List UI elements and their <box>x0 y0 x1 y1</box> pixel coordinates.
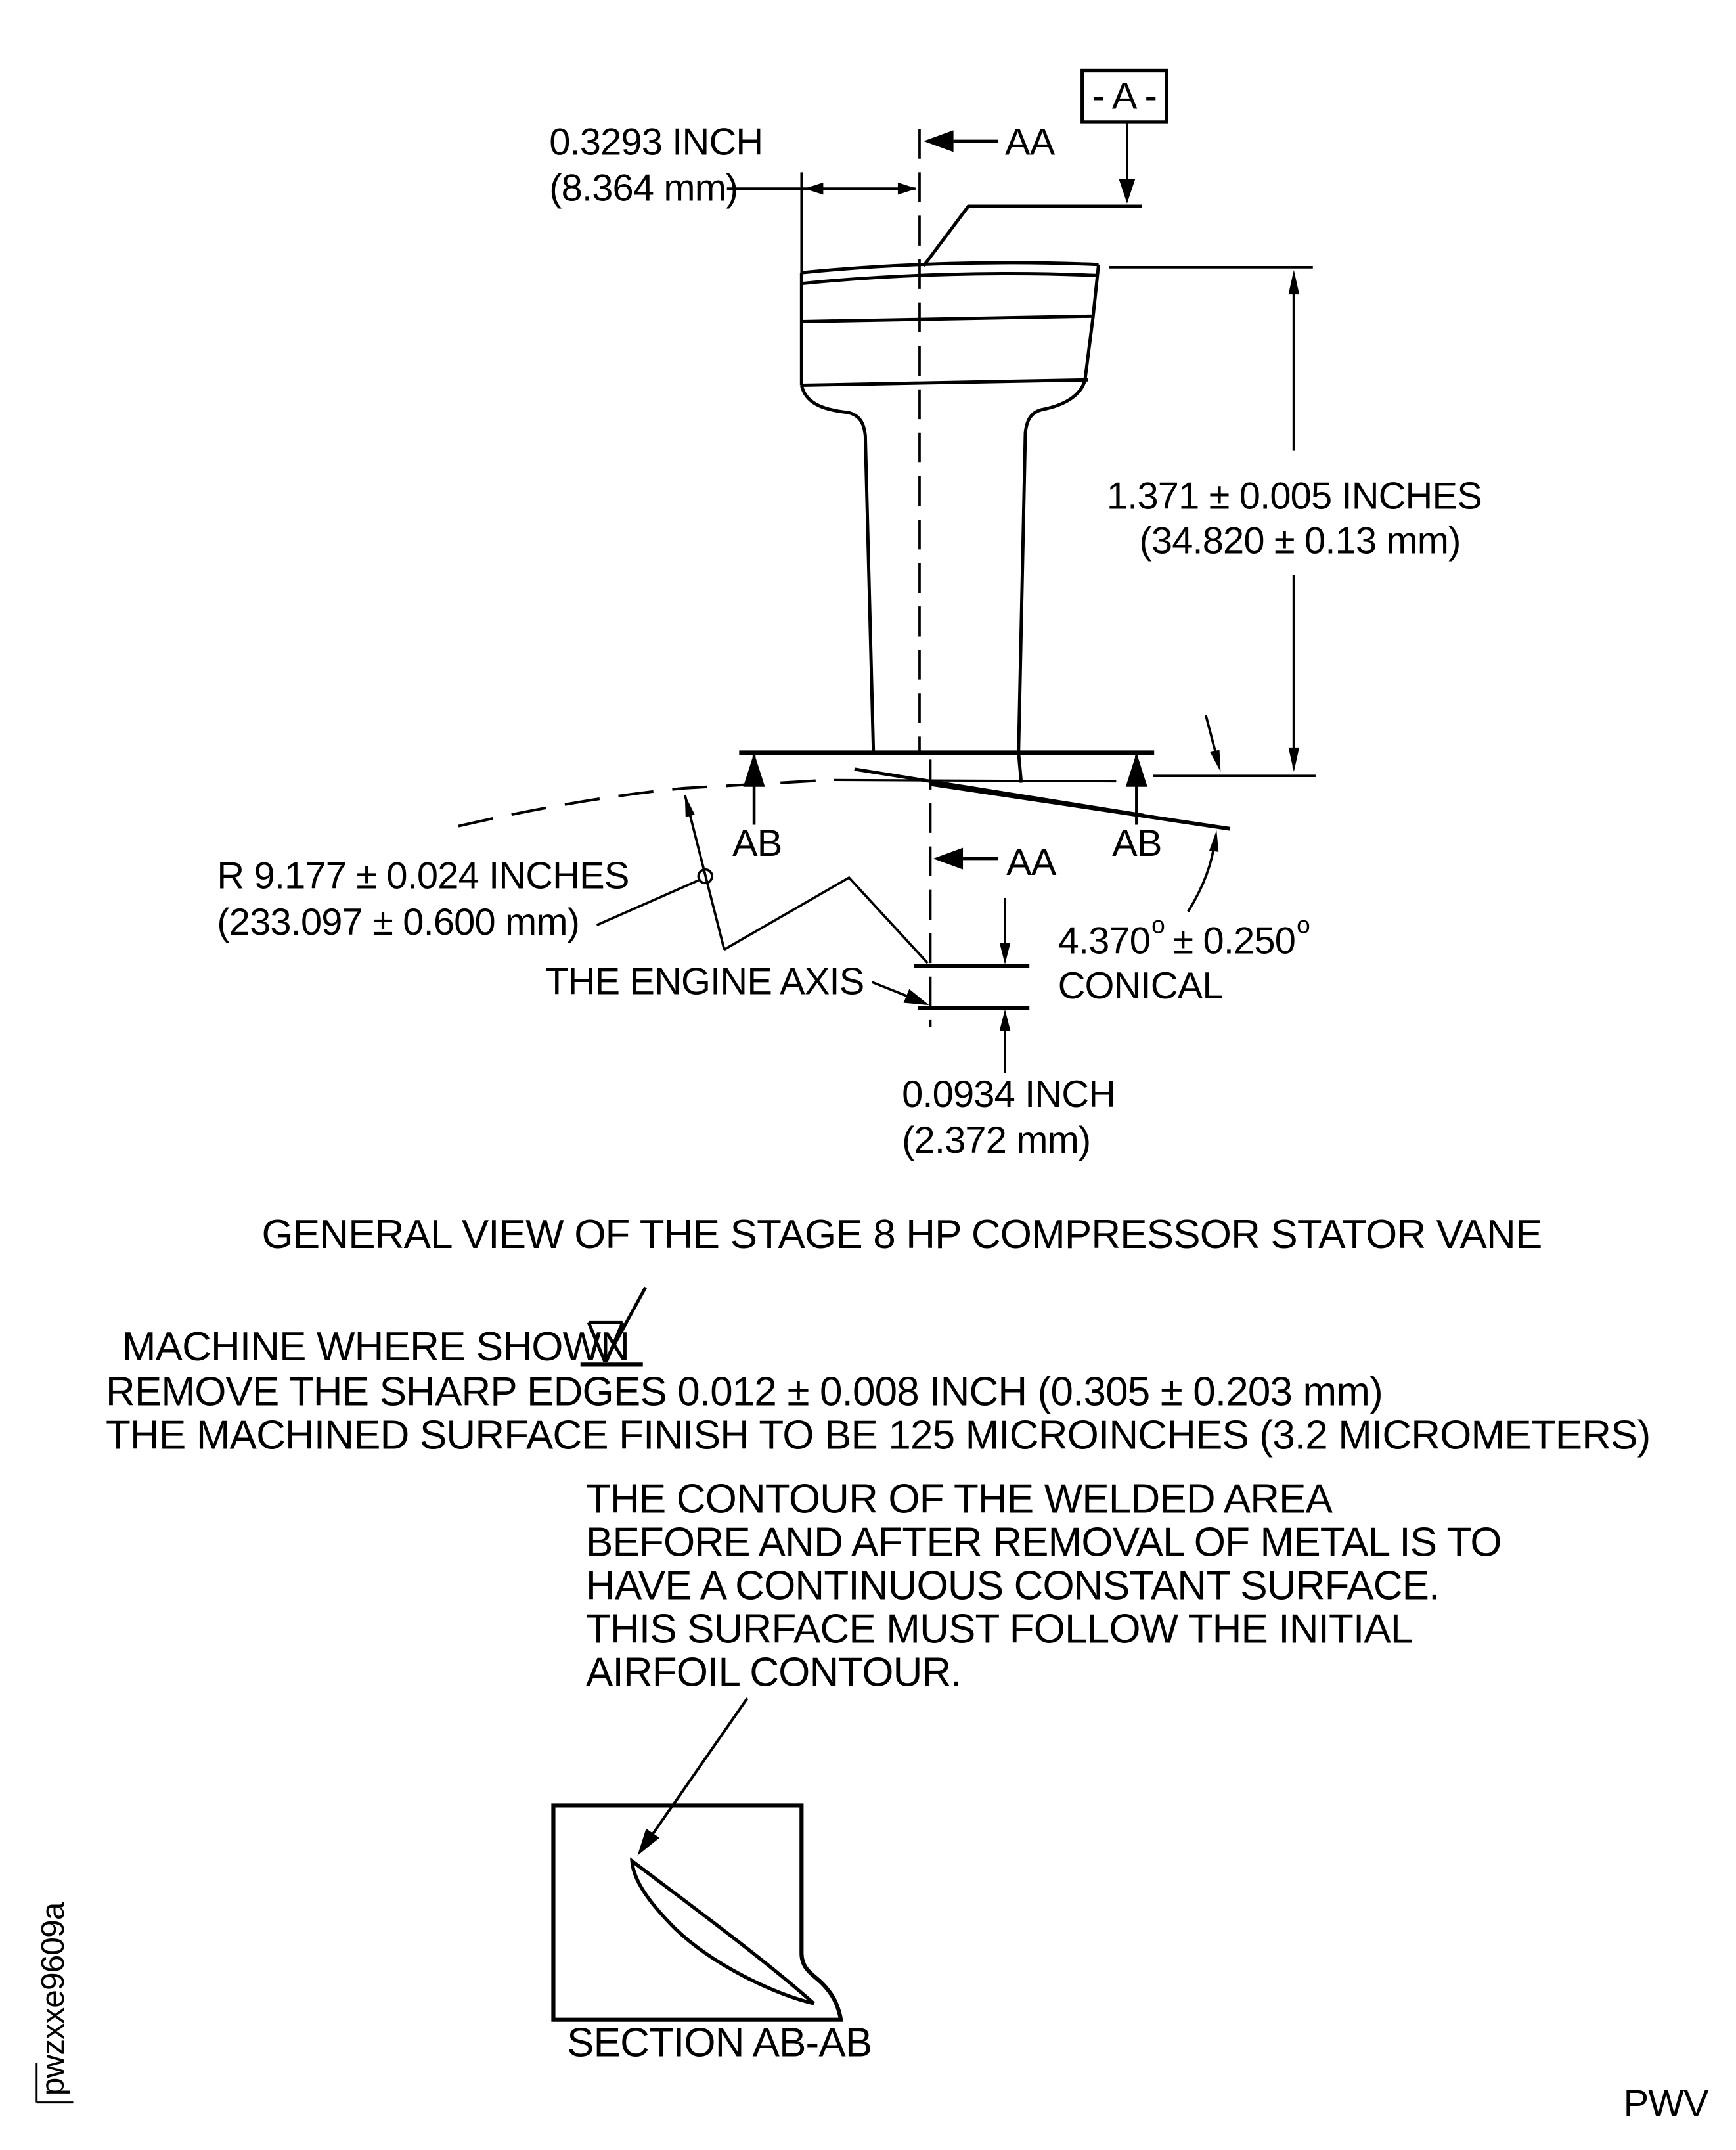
aa-mid-label: AA <box>1006 841 1056 884</box>
arrowhead-right-icon <box>898 183 917 195</box>
page-code: PWV <box>1623 2082 1708 2125</box>
contour-leader-arrowhead-icon <box>637 1829 659 1856</box>
shroud-right-edge <box>1085 265 1099 380</box>
note-machine-where-shown: MACHINE WHERE SHOWN <box>122 1324 630 1370</box>
flowpath-radius-inch: R 9.177 ± 0.024 INCHES <box>217 855 629 897</box>
contour-note-line-4: THIS SURFACE MUST FOLLOW THE INITIAL <box>586 1606 1413 1652</box>
cone-angle-value: 4.370 <box>1057 920 1151 962</box>
cone-angle-degree2-icon: o <box>1297 910 1310 939</box>
radius-arrowhead-icon <box>685 795 695 817</box>
figure-title: GENERAL VIEW OF THE STAGE 8 HP COMPRESSOR STATOR VANE <box>261 1211 1542 1257</box>
dim-cone-angle <box>1188 715 1221 911</box>
vane-outline <box>739 206 1230 829</box>
axis-offset-mm: (2.372 mm) <box>902 1119 1091 1162</box>
cone-angle-qualifier: CONICAL <box>1057 964 1223 1007</box>
flowpath-reference-line <box>834 780 1116 781</box>
weld-step-edge <box>924 206 1142 266</box>
radius-arrow-line <box>685 795 724 949</box>
notes-block <box>106 1288 1650 1695</box>
ab-right-label: AB <box>1112 822 1162 865</box>
shroud-mid-line <box>801 316 1093 321</box>
stem-left-edge <box>801 386 873 753</box>
footer-marks <box>34 1902 1709 2124</box>
section-view <box>553 1698 872 2065</box>
engine-axis-group <box>872 966 1030 1008</box>
arrowhead-left-icon <box>804 183 823 195</box>
ab-left-label: AB <box>732 822 782 865</box>
angle-down-arrowhead-icon <box>1210 750 1220 772</box>
cone-angle-text <box>1058 911 1310 962</box>
vane-height-inch: 1.371 ± 0.005 INCHES <box>1106 475 1482 518</box>
ab-right-arrowhead-icon <box>1126 753 1147 787</box>
shroud-bottom-edge <box>801 380 1088 385</box>
conical-extension-line <box>930 784 1230 829</box>
vane-height-mm: (34.820 ± 0.13 mm) <box>1139 520 1461 562</box>
angle-up-arrowhead-icon <box>1209 830 1218 852</box>
contour-note-line-2: BEFORE AND AFTER REMOVAL OF METAL IS TO <box>586 1519 1502 1565</box>
cone-angle-degree-icon: o <box>1151 910 1165 939</box>
axis-offset-inch: 0.0934 INCH <box>902 1073 1116 1116</box>
airfoil-cross-section <box>632 1861 814 2004</box>
aa-top-arrowhead-icon <box>924 130 953 152</box>
cone-angle-tolerance: ± 0.250 <box>1172 920 1296 962</box>
radius-zigzag-line <box>724 878 928 963</box>
figure-code: pwzxxe9609a <box>34 1902 72 2096</box>
arrowhead-down-icon <box>1289 748 1300 772</box>
arrowhead-up-icon <box>1289 270 1300 294</box>
arrowhead-up-icon <box>1000 1009 1011 1031</box>
arrowhead-down-icon <box>1000 943 1011 964</box>
flowpath-arc-dashed <box>458 780 830 826</box>
aa-mid-arrowhead-icon <box>933 848 963 870</box>
dim-axis-offset <box>1000 898 1011 1073</box>
datum-a-group <box>1082 70 1167 203</box>
platform-width-mm: (8.364 mm) <box>549 167 738 210</box>
contour-note-line-5: AIRFOIL CONTOUR. <box>586 1649 962 1695</box>
stem-right-edge <box>1019 380 1085 782</box>
ab-left-arrowhead-icon <box>744 753 765 787</box>
engine-axis-label: THE ENGINE AXIS <box>545 960 864 1003</box>
engine-axis-arrowhead-icon <box>904 989 929 1006</box>
datum-arrowhead-icon <box>1119 179 1135 204</box>
datum-label: - A - <box>1092 75 1157 118</box>
contour-leader-line <box>642 1698 747 1850</box>
shroud-top-outer-edge <box>801 263 1098 273</box>
contour-note-line-1: THE CONTOUR OF THE WELDED AREA <box>586 1476 1333 1522</box>
note-remove-sharp-edges: REMOVE THE SHARP EDGES 0.012 ± 0.008 INCH (0.305 ± 0.203 mm) <box>106 1369 1383 1415</box>
section-label: SECTION AB-AB <box>567 2020 872 2066</box>
contour-note-line-3: HAVE A CONTINUOUS CONSTANT SURFACE. <box>586 1563 1440 1609</box>
shroud-top-inner-edge <box>801 273 1096 283</box>
note-surface-finish: THE MACHINED SURFACE FINISH TO BE 125 MICROINCHES (3.2 MICROMETERS) <box>106 1412 1651 1458</box>
flowpath-radius-mm: (233.097 ± 0.600 mm) <box>217 901 580 943</box>
dimension-texts <box>217 122 1482 1162</box>
platform-width-inch: 0.3293 INCH <box>549 121 763 164</box>
aa-top-label: AA <box>1005 121 1055 164</box>
dim-platform-width <box>732 172 917 290</box>
